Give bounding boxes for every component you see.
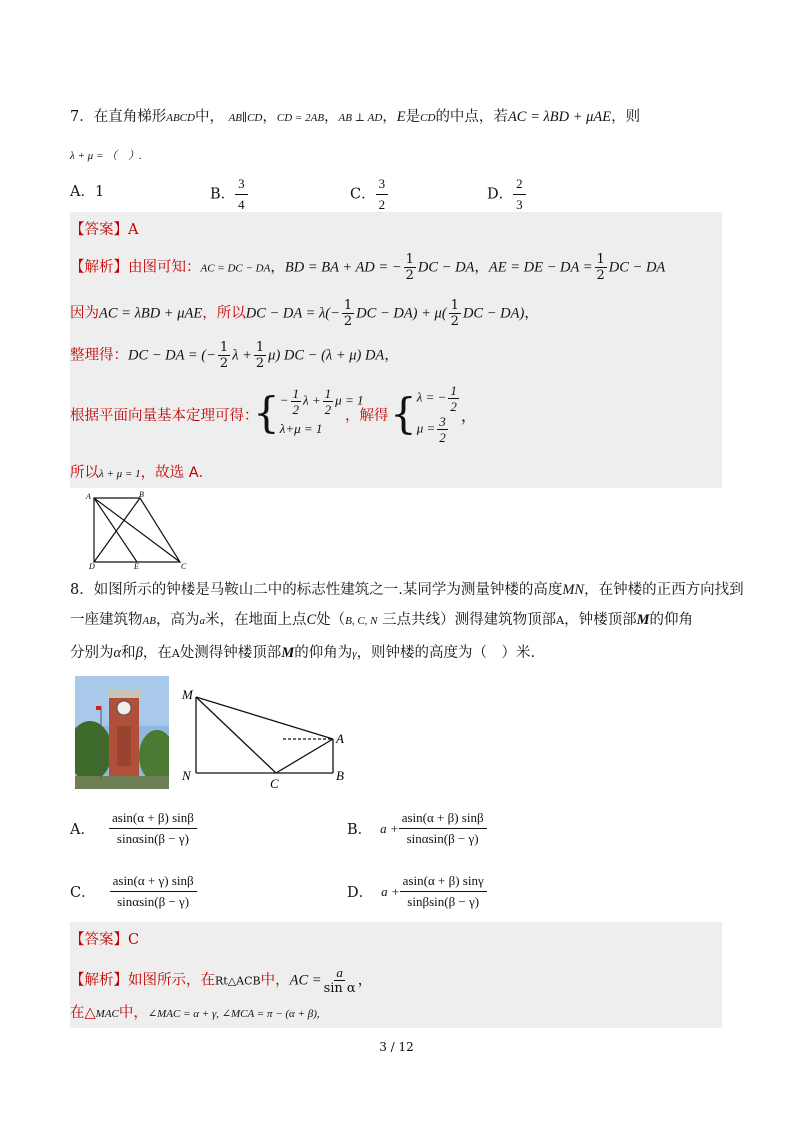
label-d: D bbox=[89, 562, 95, 570]
q7-answer: 【答案】A bbox=[70, 222, 139, 238]
line-ma bbox=[196, 697, 333, 739]
q7-equation-system: { − $\frac{1}{2}$ λ + $\frac{1}{2}$ μ = 1 λ+μ = 1 bbox=[253, 385, 364, 437]
q8-option-c: C． asin(α + γ) sinβ sinαsin(β − γ) bbox=[70, 871, 197, 912]
q8-analysis-line1: 【解析】如图所示，在Rt△ACB中，AC = $\frac{a}{\text{sin α}}$ ， bbox=[70, 965, 373, 996]
label-c: C bbox=[270, 776, 279, 791]
q7-analysis-line4: 根据平面向量基本定理可得： bbox=[70, 408, 259, 424]
q8-analysis-line2: 在△MAC中，∠MAC = α + γ, ∠MCA = π − (α + β), bbox=[70, 1005, 320, 1021]
page-number: 3 / 12 bbox=[379, 1040, 414, 1054]
clock-tower-photo bbox=[75, 676, 169, 789]
diagonal-ac bbox=[94, 498, 180, 562]
q7-analysis-line2: 因为AC = λBD + μAE，所以DC − DA = λ(− $\frac{1}{2}$ DC − DA) + μ( $\frac{1}{2}$ DC − DA)， bbox=[70, 298, 539, 329]
vector-equation: AC = λBD + μAE bbox=[507, 109, 612, 125]
q7-analysis-line5: 所以λ + μ = 1，故选 A． bbox=[70, 465, 214, 481]
line-mc bbox=[196, 697, 276, 773]
q7-trapezoid-figure bbox=[82, 490, 192, 570]
q7-analysis-line3: 整理得：DC − DA = (− $\frac{1}{2}$ λ + $\frac{1}{2}$ μ) DC − (λ + μ) DA， bbox=[70, 340, 399, 371]
line-ca bbox=[276, 739, 333, 773]
q7-option-a: A．1 bbox=[70, 184, 105, 200]
label-e: E bbox=[134, 562, 139, 570]
q7-solve-label: ，解得 bbox=[345, 408, 389, 424]
label-b: B bbox=[336, 768, 344, 783]
clock-face bbox=[117, 701, 131, 715]
label-a: A bbox=[86, 492, 91, 501]
label-n: N bbox=[182, 768, 191, 783]
q7-option-c: C． $\frac{3}{2}$ bbox=[350, 174, 388, 215]
q7-stem-line1: 7．在直角梯形ABCD中， AB∥CD，CD = 2AB，AB ⊥ AD，E是CD的中点，若AC = λBD + μAE，则 bbox=[70, 109, 641, 125]
q8-option-d: D． a + $\frac{asin(\alpha + \beta) \sin\gamma}{\sin\beta\sin(\beta - \gamma)}$ bbox=[347, 871, 487, 912]
q7-stem-line2: λ + μ = （ ）. bbox=[70, 150, 142, 162]
q8-stem-line1: 8．如图所示的钟楼是马鞍山二中的标志性建筑之一.某同学为测量钟楼的高度MN，在钟楼的正西方向找到 bbox=[70, 582, 744, 598]
q7-solution-values: { λ = − $\frac{1}{2}$ μ = $\frac{3}{2}$ ， bbox=[390, 383, 477, 445]
flag bbox=[96, 706, 101, 710]
q8-geometry-figure bbox=[178, 685, 348, 795]
label-b: B bbox=[139, 490, 144, 499]
q8-stem-line3: 分别为α和β，在A处测得钟楼顶部M的仰角为γ，则钟楼的高度为（ ）米. bbox=[70, 645, 536, 661]
q7-option-b: B． $\frac{3}{4}$ bbox=[210, 174, 248, 215]
q8-answer: 【答案】C bbox=[70, 932, 140, 948]
label-c: C bbox=[181, 562, 187, 570]
ground bbox=[75, 776, 169, 789]
label-a: A bbox=[336, 731, 344, 746]
label-m: M bbox=[182, 687, 193, 702]
q7-option-d: D． $\frac{2}{3}$ bbox=[487, 174, 526, 215]
q8-stem-line2: 一座建筑物AB，高为a米，在地面上点C处（B, C, N 三点共线）测得建筑物顶部A，钟楼顶部M的仰角 bbox=[70, 612, 693, 628]
q7-analysis-line1: 【解析】由图可知：AC = DC − DA，BD = BA + AD = − $\frac{1}{2}$ DC − DA，AE = DE − DA = $\frac{1}{2}$ DC − DA bbox=[70, 252, 666, 283]
q8-option-b: B． a + $\frac{asin(\alpha + \beta) \sin\beta}{\sin\alpha\sin(\beta - \gamma)}$ bbox=[347, 808, 487, 849]
q8-option-a: A． asin(α + β) sinβ sinαsin(β − γ) bbox=[70, 808, 197, 849]
